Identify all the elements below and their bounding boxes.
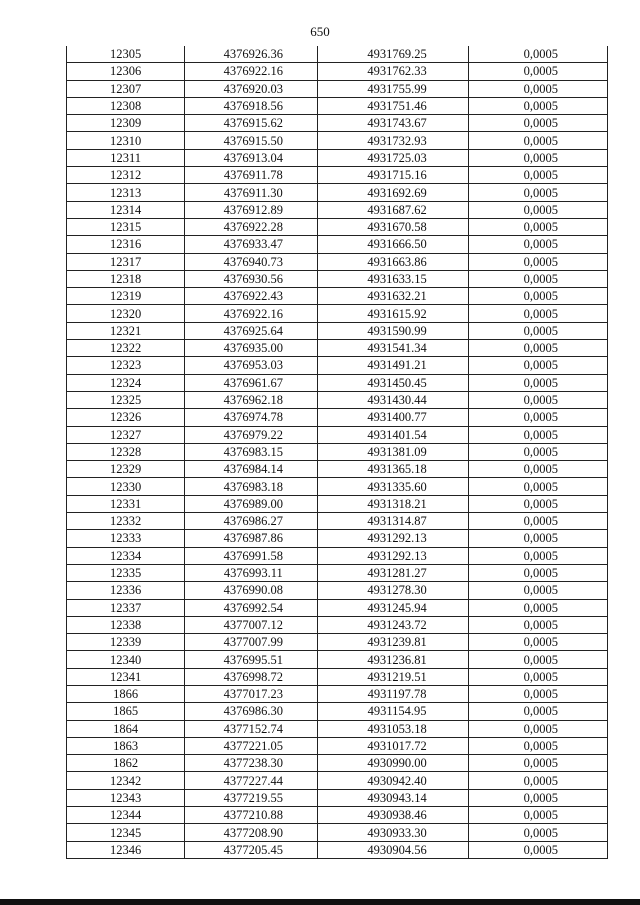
y-coordinate-cell: 4930904.56	[318, 841, 468, 858]
y-coordinate-cell: 4931154.95	[318, 703, 468, 720]
y-coordinate-cell: 4931278.30	[318, 582, 468, 599]
point-number-cell: 12332	[67, 513, 185, 530]
accuracy-cell: 0,0005	[468, 270, 607, 287]
table-row	[67, 599, 608, 616]
accuracy-cell: 0,0005	[468, 547, 607, 564]
coordinates-table-body	[67, 46, 608, 858]
accuracy-cell: 0,0005	[468, 115, 607, 132]
table-row	[67, 824, 608, 841]
table-row	[67, 409, 608, 426]
x-coordinate-cell: 4376986.27	[185, 513, 318, 530]
accuracy-cell: 0,0005	[468, 772, 607, 789]
table-row	[67, 80, 608, 97]
accuracy-cell: 0,0005	[468, 236, 607, 253]
accuracy-cell: 0,0005	[468, 841, 607, 858]
y-coordinate-cell: 4931715.16	[318, 167, 468, 184]
accuracy-cell: 0,0005	[468, 824, 607, 841]
table-row	[67, 236, 608, 253]
y-coordinate-cell: 4931491.21	[318, 357, 468, 374]
x-coordinate-cell: 4376983.18	[185, 478, 318, 495]
table-row	[67, 478, 608, 495]
table-row	[67, 63, 608, 80]
x-coordinate-cell: 4376992.54	[185, 599, 318, 616]
point-number-cell: 12330	[67, 478, 185, 495]
table-row	[67, 841, 608, 858]
x-coordinate-cell: 4376998.72	[185, 668, 318, 685]
x-coordinate-cell: 4376925.64	[185, 322, 318, 339]
y-coordinate-cell: 4931318.21	[318, 495, 468, 512]
x-coordinate-cell: 4376993.11	[185, 564, 318, 581]
table-row	[67, 322, 608, 339]
point-number-cell: 12343	[67, 789, 185, 806]
accuracy-cell: 0,0005	[468, 201, 607, 218]
point-number-cell: 12336	[67, 582, 185, 599]
x-coordinate-cell: 4376913.04	[185, 149, 318, 166]
y-coordinate-cell: 4931243.72	[318, 616, 468, 633]
x-coordinate-cell: 4376995.51	[185, 651, 318, 668]
point-number-cell: 12324	[67, 374, 185, 391]
y-coordinate-cell: 4931053.18	[318, 720, 468, 737]
y-coordinate-cell: 4931541.34	[318, 340, 468, 357]
y-coordinate-cell: 4931751.46	[318, 97, 468, 114]
table-row	[67, 703, 608, 720]
y-coordinate-cell: 4931401.54	[318, 426, 468, 443]
point-number-cell: 12334	[67, 547, 185, 564]
accuracy-cell: 0,0005	[468, 305, 607, 322]
accuracy-cell: 0,0005	[468, 737, 607, 754]
table-row	[67, 685, 608, 702]
table-row	[67, 634, 608, 651]
table-row	[67, 184, 608, 201]
x-coordinate-cell: 4376922.28	[185, 218, 318, 235]
accuracy-cell: 0,0005	[468, 495, 607, 512]
point-number-cell: 12317	[67, 253, 185, 270]
y-coordinate-cell: 4931197.78	[318, 685, 468, 702]
point-number-cell: 1864	[67, 720, 185, 737]
table-row	[67, 167, 608, 184]
y-coordinate-cell: 4931670.58	[318, 218, 468, 235]
y-coordinate-cell: 4931236.81	[318, 651, 468, 668]
x-coordinate-cell: 4376979.22	[185, 426, 318, 443]
y-coordinate-cell: 4931281.27	[318, 564, 468, 581]
table-row	[67, 530, 608, 547]
accuracy-cell: 0,0005	[468, 634, 607, 651]
x-coordinate-cell: 4376974.78	[185, 409, 318, 426]
x-coordinate-cell: 4377017.23	[185, 685, 318, 702]
point-number-cell: 12340	[67, 651, 185, 668]
accuracy-cell: 0,0005	[468, 374, 607, 391]
y-coordinate-cell: 4931632.21	[318, 288, 468, 305]
table-row	[67, 807, 608, 824]
coordinates-table	[66, 46, 608, 859]
y-coordinate-cell: 4931239.81	[318, 634, 468, 651]
accuracy-cell: 0,0005	[468, 616, 607, 633]
point-number-cell: 12316	[67, 236, 185, 253]
x-coordinate-cell: 4376915.50	[185, 132, 318, 149]
point-number-cell: 12314	[67, 201, 185, 218]
table-row	[67, 547, 608, 564]
point-number-cell: 1862	[67, 755, 185, 772]
x-coordinate-cell: 4377221.05	[185, 737, 318, 754]
accuracy-cell: 0,0005	[468, 253, 607, 270]
accuracy-cell: 0,0005	[468, 685, 607, 702]
x-coordinate-cell: 4377210.88	[185, 807, 318, 824]
table-row	[67, 305, 608, 322]
accuracy-cell: 0,0005	[468, 132, 607, 149]
y-coordinate-cell: 4931314.87	[318, 513, 468, 530]
y-coordinate-cell: 4931335.60	[318, 478, 468, 495]
table-row	[67, 495, 608, 512]
table-row	[67, 97, 608, 114]
point-number-cell: 12325	[67, 391, 185, 408]
point-number-cell: 12305	[67, 46, 185, 63]
accuracy-cell: 0,0005	[468, 461, 607, 478]
table-row	[67, 426, 608, 443]
y-coordinate-cell: 4931400.77	[318, 409, 468, 426]
accuracy-cell: 0,0005	[468, 46, 607, 63]
x-coordinate-cell: 4377227.44	[185, 772, 318, 789]
accuracy-cell: 0,0005	[468, 564, 607, 581]
table-row	[67, 288, 608, 305]
x-coordinate-cell: 4376983.15	[185, 443, 318, 460]
accuracy-cell: 0,0005	[468, 703, 607, 720]
point-number-cell: 12322	[67, 340, 185, 357]
table-row	[67, 374, 608, 391]
x-coordinate-cell: 4376962.18	[185, 391, 318, 408]
point-number-cell: 1865	[67, 703, 185, 720]
point-number-cell: 12326	[67, 409, 185, 426]
x-coordinate-cell: 4377152.74	[185, 720, 318, 737]
point-number-cell: 12344	[67, 807, 185, 824]
x-coordinate-cell: 4376912.89	[185, 201, 318, 218]
table-row	[67, 564, 608, 581]
y-coordinate-cell: 4931450.45	[318, 374, 468, 391]
point-number-cell: 12311	[67, 149, 185, 166]
x-coordinate-cell: 4376930.56	[185, 270, 318, 287]
y-coordinate-cell: 4931732.93	[318, 132, 468, 149]
x-coordinate-cell: 4377007.12	[185, 616, 318, 633]
point-number-cell: 12341	[67, 668, 185, 685]
point-number-cell: 12329	[67, 461, 185, 478]
point-number-cell: 12327	[67, 426, 185, 443]
point-number-cell: 12315	[67, 218, 185, 235]
y-coordinate-cell: 4931687.62	[318, 201, 468, 218]
scan-bottom-edge	[0, 899, 640, 905]
y-coordinate-cell: 4931615.92	[318, 305, 468, 322]
x-coordinate-cell: 4376989.00	[185, 495, 318, 512]
point-number-cell: 12345	[67, 824, 185, 841]
y-coordinate-cell: 4931245.94	[318, 599, 468, 616]
table-row	[67, 668, 608, 685]
accuracy-cell: 0,0005	[468, 651, 607, 668]
x-coordinate-cell: 4377208.90	[185, 824, 318, 841]
x-coordinate-cell: 4376915.62	[185, 115, 318, 132]
accuracy-cell: 0,0005	[468, 513, 607, 530]
accuracy-cell: 0,0005	[468, 807, 607, 824]
point-number-cell: 12333	[67, 530, 185, 547]
x-coordinate-cell: 4376987.86	[185, 530, 318, 547]
accuracy-cell: 0,0005	[468, 218, 607, 235]
table-row	[67, 772, 608, 789]
y-coordinate-cell: 4931762.33	[318, 63, 468, 80]
accuracy-cell: 0,0005	[468, 409, 607, 426]
accuracy-cell: 0,0005	[468, 720, 607, 737]
page-number: 650	[310, 24, 330, 39]
point-number-cell: 12319	[67, 288, 185, 305]
y-coordinate-cell: 4931725.03	[318, 149, 468, 166]
y-coordinate-cell: 4931219.51	[318, 668, 468, 685]
table-row	[67, 789, 608, 806]
point-number-cell: 12318	[67, 270, 185, 287]
y-coordinate-cell: 4931755.99	[318, 80, 468, 97]
y-coordinate-cell: 4931381.09	[318, 443, 468, 460]
accuracy-cell: 0,0005	[468, 426, 607, 443]
accuracy-cell: 0,0005	[468, 184, 607, 201]
y-coordinate-cell: 4931663.86	[318, 253, 468, 270]
x-coordinate-cell: 4377219.55	[185, 789, 318, 806]
accuracy-cell: 0,0005	[468, 63, 607, 80]
x-coordinate-cell: 4376918.56	[185, 97, 318, 114]
accuracy-cell: 0,0005	[468, 599, 607, 616]
point-number-cell: 12323	[67, 357, 185, 374]
y-coordinate-cell: 4931017.72	[318, 737, 468, 754]
x-coordinate-cell: 4376986.30	[185, 703, 318, 720]
table-row	[67, 720, 608, 737]
x-coordinate-cell: 4376990.08	[185, 582, 318, 599]
table-row	[67, 737, 608, 754]
point-number-cell: 1863	[67, 737, 185, 754]
accuracy-cell: 0,0005	[468, 755, 607, 772]
y-coordinate-cell: 4931769.25	[318, 46, 468, 63]
table-row	[67, 391, 608, 408]
x-coordinate-cell: 4377238.30	[185, 755, 318, 772]
y-coordinate-cell: 4931666.50	[318, 236, 468, 253]
y-coordinate-cell: 4930990.00	[318, 755, 468, 772]
table-row	[67, 132, 608, 149]
point-number-cell: 12309	[67, 115, 185, 132]
point-number-cell: 12339	[67, 634, 185, 651]
accuracy-cell: 0,0005	[468, 97, 607, 114]
x-coordinate-cell: 4377007.99	[185, 634, 318, 651]
accuracy-cell: 0,0005	[468, 149, 607, 166]
table-row	[67, 340, 608, 357]
accuracy-cell: 0,0005	[468, 80, 607, 97]
y-coordinate-cell: 4930933.30	[318, 824, 468, 841]
accuracy-cell: 0,0005	[468, 530, 607, 547]
accuracy-cell: 0,0005	[468, 582, 607, 599]
table-row	[67, 149, 608, 166]
point-number-cell: 12346	[67, 841, 185, 858]
table-row	[67, 270, 608, 287]
x-coordinate-cell: 4376911.78	[185, 167, 318, 184]
x-coordinate-cell: 4376933.47	[185, 236, 318, 253]
x-coordinate-cell: 4376922.16	[185, 305, 318, 322]
point-number-cell: 12337	[67, 599, 185, 616]
y-coordinate-cell: 4931430.44	[318, 391, 468, 408]
x-coordinate-cell: 4376922.43	[185, 288, 318, 305]
point-number-cell: 12313	[67, 184, 185, 201]
table-row	[67, 616, 608, 633]
accuracy-cell: 0,0005	[468, 391, 607, 408]
x-coordinate-cell: 4376926.36	[185, 46, 318, 63]
x-coordinate-cell: 4376922.16	[185, 63, 318, 80]
y-coordinate-cell: 4931743.67	[318, 115, 468, 132]
y-coordinate-cell: 4931633.15	[318, 270, 468, 287]
x-coordinate-cell: 4376935.00	[185, 340, 318, 357]
x-coordinate-cell: 4376940.73	[185, 253, 318, 270]
x-coordinate-cell: 4376953.03	[185, 357, 318, 374]
table-row	[67, 513, 608, 530]
table-row	[67, 201, 608, 218]
y-coordinate-cell: 4930938.46	[318, 807, 468, 824]
point-number-cell: 12328	[67, 443, 185, 460]
table-row	[67, 218, 608, 235]
x-coordinate-cell: 4376911.30	[185, 184, 318, 201]
table-row	[67, 443, 608, 460]
x-coordinate-cell: 4376920.03	[185, 80, 318, 97]
table-row	[67, 115, 608, 132]
table-row	[67, 461, 608, 478]
point-number-cell: 12310	[67, 132, 185, 149]
x-coordinate-cell: 4376984.14	[185, 461, 318, 478]
y-coordinate-cell: 4931590.99	[318, 322, 468, 339]
table-row	[67, 582, 608, 599]
point-number-cell: 12335	[67, 564, 185, 581]
point-number-cell: 12308	[67, 97, 185, 114]
table-row	[67, 46, 608, 63]
y-coordinate-cell: 4931365.18	[318, 461, 468, 478]
x-coordinate-cell: 4376991.58	[185, 547, 318, 564]
point-number-cell: 12321	[67, 322, 185, 339]
point-number-cell: 12331	[67, 495, 185, 512]
x-coordinate-cell: 4377205.45	[185, 841, 318, 858]
x-coordinate-cell: 4376961.67	[185, 374, 318, 391]
accuracy-cell: 0,0005	[468, 288, 607, 305]
accuracy-cell: 0,0005	[468, 340, 607, 357]
accuracy-cell: 0,0005	[468, 478, 607, 495]
accuracy-cell: 0,0005	[468, 789, 607, 806]
point-number-cell: 12338	[67, 616, 185, 633]
y-coordinate-cell: 4930943.14	[318, 789, 468, 806]
accuracy-cell: 0,0005	[468, 167, 607, 184]
accuracy-cell: 0,0005	[468, 357, 607, 374]
point-number-cell: 12320	[67, 305, 185, 322]
table-row	[67, 651, 608, 668]
point-number-cell: 12312	[67, 167, 185, 184]
table-row	[67, 253, 608, 270]
point-number-cell: 12307	[67, 80, 185, 97]
y-coordinate-cell: 4930942.40	[318, 772, 468, 789]
y-coordinate-cell: 4931692.69	[318, 184, 468, 201]
y-coordinate-cell: 4931292.13	[318, 547, 468, 564]
table-row	[67, 755, 608, 772]
point-number-cell: 12306	[67, 63, 185, 80]
accuracy-cell: 0,0005	[468, 668, 607, 685]
point-number-cell: 12342	[67, 772, 185, 789]
y-coordinate-cell: 4931292.13	[318, 530, 468, 547]
point-number-cell: 1866	[67, 685, 185, 702]
table-row	[67, 357, 608, 374]
accuracy-cell: 0,0005	[468, 443, 607, 460]
accuracy-cell: 0,0005	[468, 322, 607, 339]
